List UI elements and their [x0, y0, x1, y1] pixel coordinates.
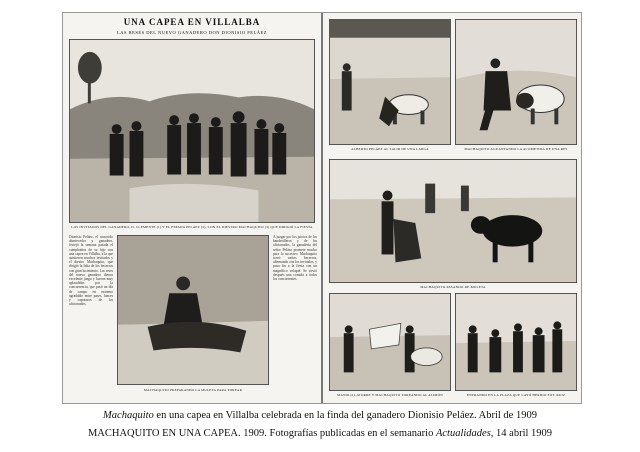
photo-acometida [455, 19, 577, 145]
photo-larga [329, 19, 451, 145]
caption-muleta: MACHAQUITO PASANDO DE MULETA [420, 285, 486, 289]
caption-acometida: MACHAQUITO AGUANTANDO LA ACOMETIDA DE UNA RES [464, 147, 568, 151]
article-text-column-right: A juzgar por los juicios de los banderilleros y de los aficionados, la ganadería del señor Peláez promete mucho para lo sucesivo. Machaquito toreó varios becerros, alternando con los invitados, y puso fin a la fiesta con un magnífico volapié. Se sirvió después una comida a todos los concurrentes. [273, 235, 317, 282]
caption-herido-text: ENTRANDO EN LA PLAZA QUE CAYÓ HERIDO [466, 393, 547, 397]
article-text-column-left: Dionisio Peláez, el conocido abastecedor y ganadero, festejó la semana pasada el cumpleaños de su hijo con una capea en Villalba, a la que asistieron muchos invitados y el diestro Machaquito, que dirigió la lidia de los becerros con gran lucimiento. Las reses del nuevo ganadero dieron excelente juego y fueron muy aplaudidas por la concurrencia, que pasó un día de campo en extremo agradable entre pases, lances y capotazos de los aficionados. [69, 235, 113, 307]
photo-alimon [329, 293, 451, 391]
footer-caption-line1 [0, 410, 640, 421]
right-page [325, 13, 581, 403]
footer-magazine-italic: Actualidades [435, 428, 491, 439]
caption-herido [455, 393, 577, 397]
photo-credit: FOT. RUIZ [547, 393, 566, 397]
footer-line1-text: en una capea en Villalba celebrada en la finda del ganadero Dionisio Peláez. Abril de 1909 [153, 410, 537, 421]
article-subhead: LAS RESES DEL NUEVO GANADERO DON DIONISIO PELÁEZ [117, 30, 267, 35]
photo-muleta [329, 159, 577, 283]
footer-caption-line2 [0, 428, 640, 439]
article-headline: UNA CAPEA EN VILLALBA [123, 17, 261, 27]
seated-photo [117, 235, 269, 385]
photo-herido [455, 293, 577, 391]
caption-alimon: MANOLO LATORRE Y MACHAQUITO TOREANDO AL ALIMÓN [337, 393, 443, 397]
footer-line2-suffix: , 14 abril 1909 [490, 428, 553, 439]
magazine-spread [62, 12, 582, 404]
caption-larga: ALBERTO PELÁEZ AL SALIR DE UNA LARGA [351, 147, 429, 151]
footer-line2-prefix: MACHAQUITO EN UNA CAPEA. 1909. Fotografías publicadas en el semanario [87, 428, 436, 439]
left-page [63, 13, 323, 403]
group-photo-caption: LOS INVITADOS DEL GANADERO, D. CLEMENTE (1) Y EL ESPADA PELÁEZ (2), CON EL DIESTRO MACHAQUITO (3) QUE DIRIGIÓ LA FIESTA [71, 225, 313, 229]
seated-photo-caption: MACHAQUITO PREPARANDO LA MULETA PARA TOREAR [143, 388, 243, 392]
group-photo [69, 39, 315, 223]
footer-name-italic: Machaquito [103, 410, 154, 421]
